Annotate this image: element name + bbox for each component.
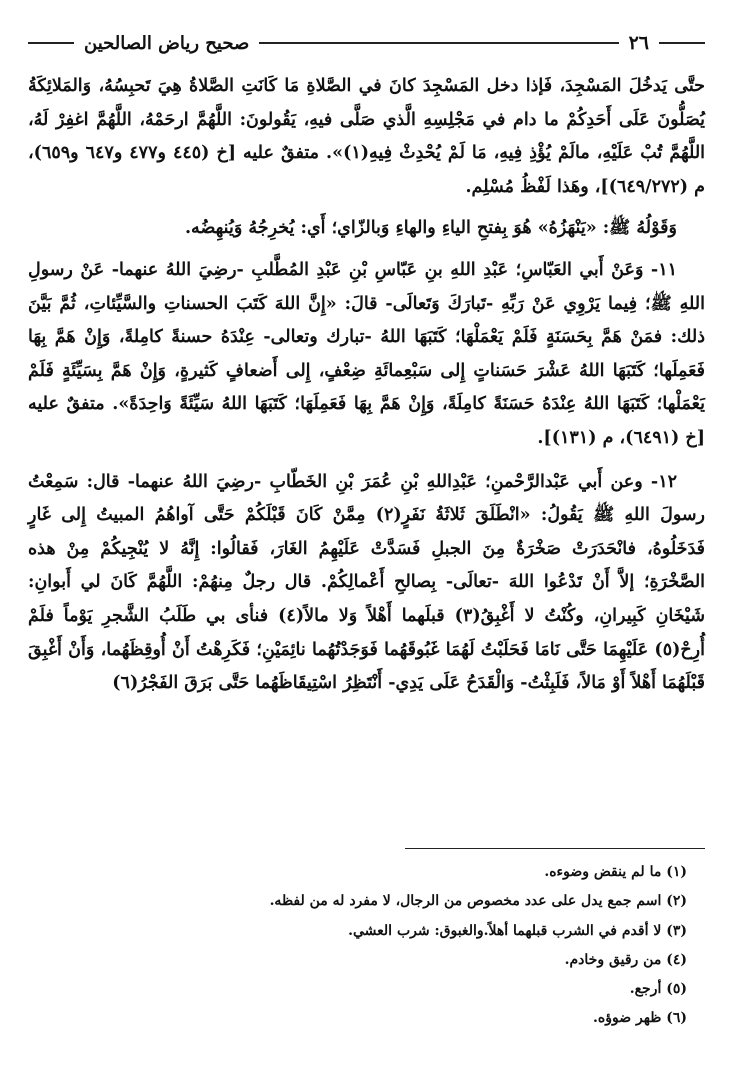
text-line: ارحَمْهُ، اللَّهُمَّ اغفِرْ لَهُ، اللَّهُمَّ تُبْ عَلَيْهِ، مالَمْ يُؤْذِ فِيهِ، مَا لَمْ يُحْدِثْ فِيهِ(١)». متفقٌ bbox=[28, 109, 706, 164]
hadith-11 bbox=[28, 254, 705, 456]
footnotes bbox=[28, 858, 687, 1034]
text-line: حتَّى يَدخُلَ المَسْجِدَ، فَإذا دخل المَسْجِدَ كانَ في الصَّلاةِ مَا كَانَتِ الصَّلاةُ هِيَ تَحبِسُهُ، bbox=[91, 76, 705, 96]
text-line: أَضعافٍ كَثيرةٍ، وَإِنْ هَمَّ بِسَيِّئَةٍ فَلَمْ يَعْمَلْها؛ كَتَبَهَا اللهُ عِنْدَهُ حَسَنَةً كامِلَةً، وَإِنْ هَمَّ بِهَا bbox=[28, 360, 705, 415]
text-line: أَهْلاً أَوْ مَالاً، فَلَبِثْتُ- وَالْقَدَحُ عَلَى يَدِي- أَنْتَظِرُ اسْتِيقَاظَهُما حَتَّى بَرَقَ الفَجْرُ(٦) bbox=[112, 673, 656, 694]
text-line: فَحَلَبْتُ لَهُمَا غَبُوقَهُما فَوَجَدْتُهُما نائِمَيْنِ؛ فَكَرِهْتُ أَنْ أُوقِظَهُما، وَأَنْ أَغْبِقَ قَبْلَهُمَا bbox=[28, 639, 705, 694]
text-line: الغَارَ، فَقالُوا: إِنَّهُ لا يُنْجِيكُمْ مِنْ هذه الصَّخْرَةِ؛ إلاَّ أَنْ تَدْعُوا اللهَ -تعالَى- بِصالحِ bbox=[28, 538, 706, 593]
text-line: قبلَهما أَهْلاً وَلا مالاً(٤) فنأى بي طَلَبُ الشَّجرِ يَوْماً فلَمْ أُرِحْ(٥) عَلَيْهِمَا حَتَّى نَامَا bbox=[28, 605, 705, 660]
page-header bbox=[28, 30, 705, 56]
footnote: (٢) اسم جمع يدل على عدد مخصوص من الرجال، لا مفرد له من لفظه. bbox=[269, 893, 687, 910]
text-line: وَقَوْلُهُ ﷺ: «يَنْهَزُهُ» هُوَ بِفتحِ الياءِ والهاءِ وَبالزّاي؛ أَي: يُخرِجُهُ وَيُنهِضُه. bbox=[184, 218, 677, 239]
text-line: ١١- وَعَنْ أَبي العَبّاسِ؛ عَبْدِ اللهِ بنِ عَبّاسِ بْنِ عَبْدِ المُطَّلبِ -رضِيَ اللهُ عنهما- bbox=[104, 259, 677, 280]
text-line: فَعَمِلَهَا؛ كَتَبَهَا اللهُ سَيِّئَةً وَاحِدَةً». متفقٌ عليه [خ (٦٤٩١)، م (١٣١)]. bbox=[28, 394, 705, 448]
text-line: حَتَّى آواهُمُ المبيتُ إِلى غَارٍ فَدَخَلُوهُ، فانْحَدَرَتْ صَخْرَةٌ مِنَ الجبلِ فَسَدَّتْ عَلَيْهِمُ bbox=[28, 505, 705, 559]
header-rule-right bbox=[659, 42, 705, 44]
footnote: (١) ما لم ينقض وضوءه. bbox=[544, 864, 687, 880]
paragraph-explanation bbox=[28, 212, 705, 246]
book-title: صحيح رياض الصالحين bbox=[84, 32, 250, 54]
paragraph-continuation bbox=[28, 70, 705, 204]
text-line: والسَّيِّئاتِ، ثُمَّ بَيَّنَ ذلك: فمَنْ هَمَّ بِحَسَنَةٍ فَلَمْ يَعْمَلْهَا؛ كَتَبَهَا اللهُ -تبارك وتعالى- عِنْدَهُ bbox=[28, 293, 705, 348]
footnote: (٥) أرجع. bbox=[629, 981, 687, 998]
footnote: (٣) لا أقدم في الشرب قبلهما أهلاً.والغبوق: شرب العشي. bbox=[348, 922, 687, 939]
main-text bbox=[28, 70, 705, 701]
text-line: حسنةً كامِلةً، وَإِنْ هَمَّ بِهَا فَعَمِلَها؛ كَتَبَهَا اللهُ عَشْرَ حَسَناتٍ إِلى سَبْعِمائَةِ ضِعْفٍ، إِلى bbox=[28, 327, 705, 381]
footnote: (٤) من رقيق وخادم. bbox=[564, 951, 687, 968]
header-rule-left bbox=[28, 42, 74, 44]
text-line: وَالمَلائِكَةُ يُصَلُّونَ عَلَى أَحَدِكُمْ ما دام في مَجْلِسِهِ الَّذي صَلَّى فيهِ، يَقُولونَ: اللَّهُمَّ bbox=[28, 76, 705, 130]
text-line: عليه [خ (٤٤٥ و٤٧٧ و٦٤٧ و٦٥٩)، م (٦٤٩/٢٧٢)]، وهَذا لَفْظُ مُسْلِم. bbox=[28, 143, 705, 197]
text-line: عَنْ رسولِ اللهِ ﷺ؛ فِيما يَرْوِي عَنْ رَبِّهِ -تَبارَكَ وَتَعالَى- قالَ: «إِنَّ اللهَ كَتَبَ الحسناتِ bbox=[28, 259, 706, 314]
text-line: ١٢- وعن أَبي عَبْدالرَّحْمنِ؛ عَبْدِاللهِ بْنِ عُمَرَ بْنِ الخَطّابِ -رضِيَ اللهُ bbox=[174, 471, 678, 492]
hadith-12 bbox=[28, 466, 705, 701]
page-number: ٢٦ bbox=[628, 32, 649, 54]
text-line: عنهما- قال: سَمِعْتُ رسولَ اللهِ ﷺ يَقُولُ: «انْطَلَقَ ثَلاثَةُ نَفَرٍ(٢) مِمَّنْ كَانَ قَبْلَكُمْ bbox=[28, 471, 705, 526]
header-rule bbox=[259, 42, 618, 44]
footnote: (٦) ظهر ضوؤه. bbox=[593, 1010, 687, 1027]
footnote-separator bbox=[405, 848, 705, 849]
text-line: أَعْمالِكُمْ. قال رجلٌ مِنهُمْ: اللَّهُمَّ كَانَ لي أَبوانِ: شَيْخَانِ كَبِيرانِ، وكُنْتُ لا أَغْبِقُ(٣) bbox=[28, 572, 705, 626]
